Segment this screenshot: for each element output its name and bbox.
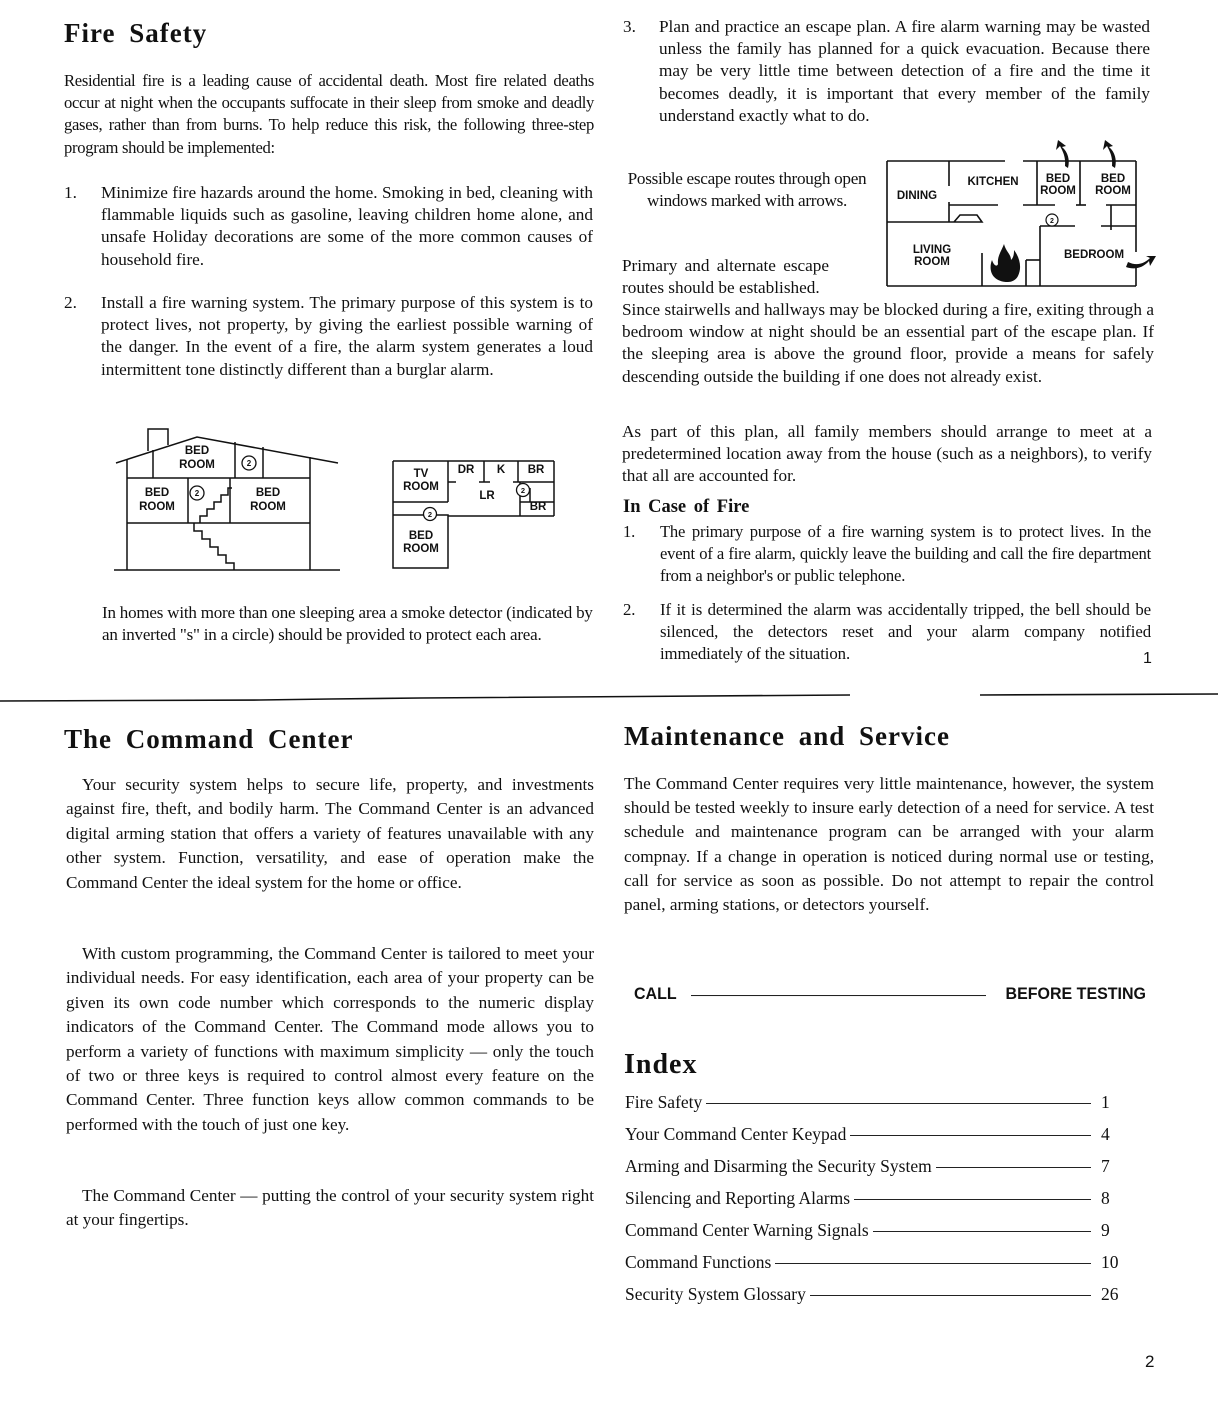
page-number-1: 1 (1143, 650, 1152, 667)
index-entry-title: Fire Safety (625, 1092, 703, 1112)
before-testing-label: BEFORE TESTING (1005, 985, 1146, 1004)
escape-arrow-icon (1126, 256, 1156, 268)
detector-caption: In homes with more than one sleeping area a smoke detector (indicated by an inverted "s" in a circle) should be provided to protect each area. (102, 603, 593, 645)
svg-text:ROOM: ROOM (403, 543, 439, 555)
index-entry-page: 9 (1101, 1220, 1110, 1240)
svg-text:BR: BR (527, 464, 545, 476)
command-center-title: The Command Center (64, 724, 354, 754)
call-number-blank (691, 995, 986, 996)
fire-step-3 (623, 16, 1150, 127)
svg-text:ROOM: ROOM (139, 501, 175, 513)
command-center-para-2: With custom programming, the Command Center is tailored to meet your individual needs. For easy identification, each area of your property can be given its own code number which corresponds to the numeric display indicators of the Command Center. The Command mode allows you to perform a variety of functions with maximum simplicity — only the touch of two or three keys is required to control almost every feature on the Command Center. Three function keys allow common commands to be performed with the touch of just one key. (66, 944, 594, 1134)
page-number: 2 (1145, 1352, 1155, 1371)
index-entry[interactable] (625, 1092, 1125, 1116)
svg-text:ROOM: ROOM (179, 459, 215, 471)
index-leader (810, 1295, 1091, 1296)
maintenance-title: Maintenance and Service (624, 721, 950, 751)
step-text: Plan and practice an escape plan. A fire alarm warning may be wasted unless the family has planned for a quick evacuation. Because there may be very little time between detection of a fire and the time it becomes deadly, it is important that every member of the family understand exactly what to do. (659, 17, 1150, 125)
page-divider (0, 686, 1220, 706)
svg-text:ROOM: ROOM (403, 481, 439, 493)
svg-text:BED: BED (255, 487, 281, 499)
escape-arrow-icon (1056, 140, 1069, 168)
fire-step-2 (64, 292, 593, 381)
step-number: 1. (623, 522, 636, 541)
svg-text:2: 2 (194, 489, 200, 498)
svg-text:TV: TV (413, 468, 429, 480)
index-leader (854, 1199, 1091, 1200)
index-entry[interactable] (625, 1220, 1125, 1244)
step-number: 1. (64, 183, 77, 202)
index-entry[interactable] (625, 1252, 1125, 1276)
stairwells-paragraph: Since stairwells and hallways may be blocked during a fire, exiting through a bedroom window at night should be an essential part of the escape plan. If the sleeping area is above the ground floor, provide a means for safely descending outside the building if one does not already exist. (622, 300, 1154, 386)
index-title: Index (624, 1049, 698, 1080)
index-entry-page: 26 (1101, 1284, 1119, 1304)
svg-text:2: 2 (246, 459, 252, 468)
svg-text:DINING: DINING (896, 190, 938, 202)
svg-text:K: K (496, 464, 506, 476)
index-entry-page: 10 (1101, 1252, 1119, 1272)
maintenance-paragraph: The Command Center requires very little maintenance, however, the system should be tested weekly to insure early detection of a need for service. A test schedule and maintenance program can be arranged with your alarm compnay. If a change in operation is noticed during normal use or testing, call for service as soon as possible. Do not attempt to repair the control panel, arming stations, or detectors yourself. (624, 774, 1154, 915)
index-entry[interactable] (625, 1156, 1125, 1180)
index-leader (873, 1231, 1091, 1232)
meet-location-paragraph: As part of this plan, all family members should arrange to meet at a predetermined location away from the house (such as a neighbors), to verify that all are accounted for. (622, 422, 1152, 486)
fire-step-1 (64, 182, 593, 271)
step-text: The primary purpose of a fire warning system is to protect lives. In the event of a fire alarm, quickly leave the building and call the fire department from a neighbor's or public telephone. (660, 522, 1151, 586)
index-entry[interactable] (625, 1124, 1125, 1148)
floor-plan-diagram (390, 458, 555, 573)
svg-text:2: 2 (520, 486, 526, 495)
in-case-step-2 (623, 599, 1151, 666)
svg-text:2: 2 (1050, 218, 1054, 225)
svg-text:BED: BED (1100, 173, 1126, 185)
command-center-para-3: The Command Center — putting the control of your security system right at your fingertips. (66, 1186, 594, 1230)
index-leader (936, 1167, 1091, 1168)
svg-text:BED: BED (144, 487, 170, 499)
svg-text:BED: BED (1045, 173, 1071, 185)
house-cross-section-diagram (110, 425, 350, 575)
step-number: 3. (623, 17, 636, 36)
escape-primary-caption-line2: routes should be established. (622, 278, 820, 297)
fire-safety-title: Fire Safety (64, 18, 208, 48)
index-entry-page: 1 (1101, 1092, 1110, 1112)
index-entry-title: Arming and Disarming the Security System (625, 1156, 932, 1176)
fire-safety-intro: Residential fire is a leading cause of accidental death. Most fire related deaths occur at night when the occupants suffocate in their sleep from smoke and deadly gases, rather than from burns. To help reduce this risk, the following three-step program should be implemented: (64, 71, 594, 157)
index-entry-title: Silencing and Reporting Alarms (625, 1188, 851, 1208)
svg-text:ROOM: ROOM (1040, 185, 1076, 197)
index-entry-page: 7 (1101, 1156, 1110, 1176)
call-before-testing-field (634, 986, 1146, 1005)
step-text: Minimize fire hazards around the home. Smoking in bed, cleaning with flammable liquids such as gasoline, leaving children home alone, and unsafe Holiday decorations are some of the more common causes of household fire. (101, 183, 593, 269)
index-entry-page: 4 (1101, 1124, 1110, 1144)
escape-routes-caption: Possible escape routes through open windows marked with arrows. (627, 169, 867, 211)
escape-arrow-icon (1103, 140, 1116, 168)
svg-text:LIVING: LIVING (912, 244, 952, 256)
step-number: 2. (623, 600, 636, 619)
in-case-of-fire-title: In Case of Fire (623, 497, 750, 517)
svg-text:ROOM: ROOM (250, 501, 286, 513)
command-center-para-1: Your security system helps to secure life, property, and investments against fire, theft, and bodily harm. The Command Center is an advanced digital arming station that offers a variety of features unavailable with any other system. Function, versatility, and ease of operation make the Command Center the ideal system for the home or office. (66, 775, 594, 892)
svg-text:BED: BED (184, 445, 210, 457)
svg-text:ROOM: ROOM (914, 256, 950, 268)
escape-primary-caption-line1: Primary and alternate escape (622, 256, 830, 275)
escape-route-diagram (880, 140, 1160, 290)
step-text: Install a fire warning system. The primary purpose of this system is to protect lives, not property, by giving the earliest possible warning of the danger. In the event of a fire, the alarm system generates a loud intermittent tone distinctly different than a burglar alarm. (101, 293, 593, 379)
step-number: 2. (64, 293, 77, 312)
svg-text:LR: LR (479, 490, 495, 502)
svg-text:BR: BR (529, 501, 547, 513)
svg-text:2: 2 (427, 510, 433, 519)
index-entry-page: 8 (1101, 1188, 1110, 1208)
call-label: CALL (634, 985, 677, 1004)
in-case-step-1 (623, 521, 1151, 588)
svg-text:BEDROOM: BEDROOM (1063, 249, 1125, 261)
index-leader (775, 1263, 1091, 1264)
index-entry-title: Security System Glossary (625, 1284, 806, 1304)
svg-text:ROOM: ROOM (1095, 185, 1131, 197)
index-entry[interactable] (625, 1188, 1125, 1212)
index-entry[interactable] (625, 1284, 1125, 1308)
index-entry-title: Command Functions (625, 1252, 772, 1272)
svg-text:BED: BED (408, 530, 434, 542)
svg-text:KITCHEN: KITCHEN (967, 176, 1019, 188)
index-leader (850, 1135, 1091, 1136)
index-entry-title: Command Center Warning Signals (625, 1220, 869, 1240)
fire-icon (991, 244, 1021, 282)
index-entry-title: Your Command Center Keypad (625, 1124, 847, 1144)
index-leader (706, 1103, 1091, 1104)
svg-text:DR: DR (457, 464, 475, 476)
step-text: If it is determined the alarm was accidentally tripped, the bell should be silenced, the detectors reset and your alarm company notified immediately of the situation. (660, 600, 1151, 664)
